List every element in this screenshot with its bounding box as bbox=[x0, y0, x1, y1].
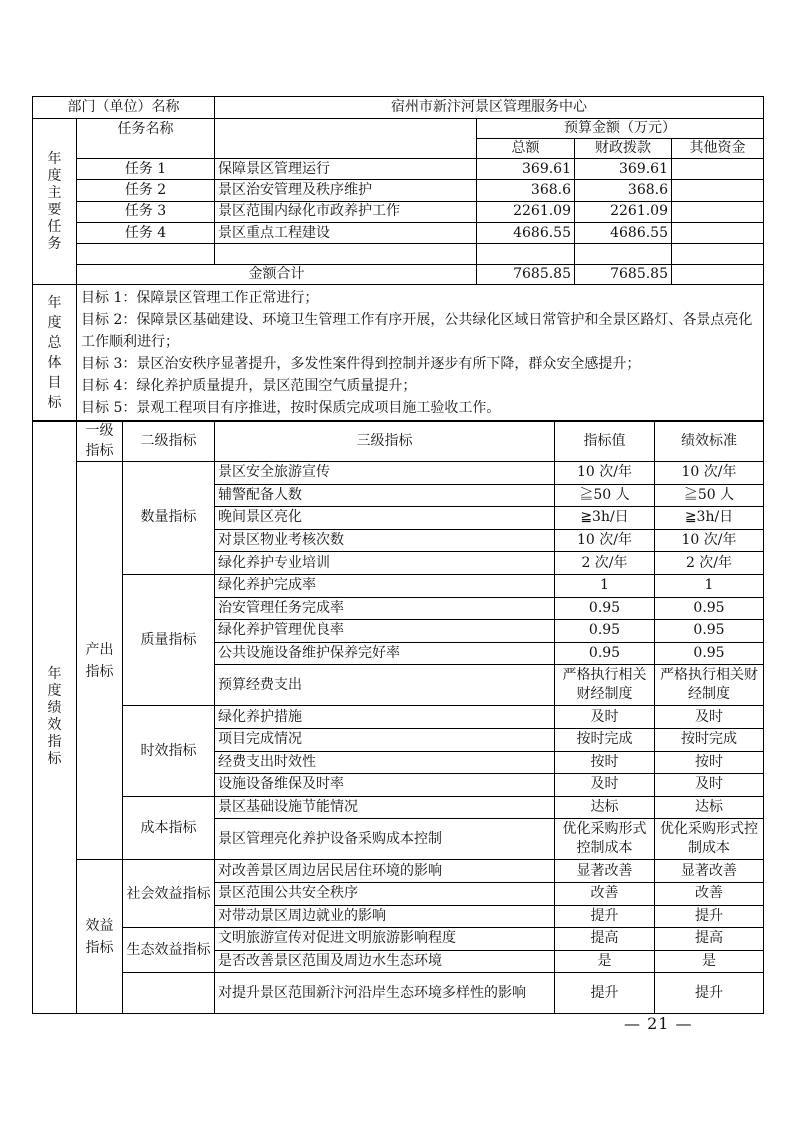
indicator-value: 提升 bbox=[555, 973, 655, 1014]
annual-overall-goals-label: 年 度 总 体 目 标 bbox=[33, 285, 77, 422]
task-total: 4686.55 bbox=[477, 222, 575, 243]
indicator-value: 0.95 bbox=[555, 597, 655, 620]
indicator-value: 达标 bbox=[555, 796, 655, 819]
cost-indicator-label: 成本指标 bbox=[123, 796, 215, 860]
task-content: 景区范围内绿化市政养护工作 bbox=[215, 201, 477, 222]
quality-indicator-label: 质量指标 bbox=[123, 574, 215, 705]
task-fiscal: 2261.09 bbox=[575, 201, 672, 222]
indicator-standard: 优化采购形式控制成本 bbox=[655, 819, 764, 860]
annual-performance-label: 年 度 绩 效 指 标 bbox=[33, 421, 77, 1014]
indicator-standard: 按时完成 bbox=[655, 728, 764, 751]
indicator-value: 改善 bbox=[555, 882, 655, 905]
budget-task-table bbox=[32, 96, 764, 422]
indicator-name: 治安管理任务完成率 bbox=[215, 597, 555, 620]
task-total: 369.61 bbox=[477, 159, 575, 180]
indicator-value: ≧3h/日 bbox=[555, 507, 655, 530]
sum-label: 金额合计 bbox=[77, 265, 477, 285]
indicator-name: 文明旅游宣传对促进文明旅游影响程度 bbox=[215, 928, 555, 951]
task-name-header: 任务名称 bbox=[77, 119, 215, 159]
department-name: 宿州市新汴河景区管理服务中心 bbox=[215, 97, 764, 119]
task-content: 保障景区管理运行 bbox=[215, 159, 477, 180]
indicator-standard: ≧3h/日 bbox=[655, 507, 764, 530]
indicator-standard: 提升 bbox=[655, 905, 764, 928]
indicator-name: 对带动景区周边就业的影响 bbox=[215, 905, 555, 928]
indicator-name: 绿化养护管理优良率 bbox=[215, 620, 555, 643]
task-other bbox=[672, 222, 764, 243]
standard-header: 绩效标准 bbox=[655, 421, 764, 462]
indicator-name: 对景区物业考核次数 bbox=[215, 529, 555, 552]
indicator-value: 1 bbox=[555, 574, 655, 597]
indicator-value: 2 次/年 bbox=[555, 552, 655, 575]
indicator-value: 10 次/年 bbox=[555, 462, 655, 485]
indicator-name: 绿化养护措施 bbox=[215, 706, 555, 729]
indicator-row bbox=[33, 973, 764, 1014]
indicator-value: 0.95 bbox=[555, 642, 655, 665]
indicator-name: 晚间景区亮化 bbox=[215, 507, 555, 530]
task-fiscal: 369.61 bbox=[575, 159, 672, 180]
indicator-standard: 及时 bbox=[655, 706, 764, 729]
sum-row bbox=[33, 265, 764, 285]
indicator-value: ≧50 人 bbox=[555, 484, 655, 507]
indicator-standard: 提高 bbox=[655, 928, 764, 951]
indicator-standard: 按时 bbox=[655, 751, 764, 774]
indicator-standard: 达标 bbox=[655, 796, 764, 819]
value-header: 指标值 bbox=[555, 421, 655, 462]
indicator-value: 是 bbox=[555, 950, 655, 973]
indicator-name: 是否改善景区范围及周边水生态环境 bbox=[215, 950, 555, 973]
goals-content bbox=[77, 285, 764, 422]
indicator-name: 景区基础设施节能情况 bbox=[215, 796, 555, 819]
timeliness-indicator-label: 时效指标 bbox=[123, 706, 215, 796]
level3-header: 三级指标 bbox=[215, 421, 555, 462]
indicator-name: 设施设备维保及时率 bbox=[215, 774, 555, 797]
task-total: 368.6 bbox=[477, 180, 575, 201]
indicator-standard: 0.95 bbox=[655, 620, 764, 643]
indicator-standard: 1 bbox=[655, 574, 764, 597]
goal-item: 目标 4：绿化养护质量提升，景区范围空气质量提升； bbox=[81, 378, 417, 395]
output-indicator-label: 产出指标 bbox=[77, 462, 123, 860]
goal-item: 目标 3：景区治安秩序显著提升，多发性案件得到控制并逐步有所下降，群众安全感提升； bbox=[81, 356, 641, 373]
indicator-value: 显著改善 bbox=[555, 860, 655, 883]
task-row bbox=[33, 180, 764, 201]
task-content: 景区重点工程建设 bbox=[215, 222, 477, 243]
indicator-row bbox=[33, 796, 764, 819]
eco-benefit-label: 生态效益指标 bbox=[123, 928, 215, 973]
sum-total: 7685.85 bbox=[477, 265, 575, 285]
department-label: 部门（单位）名称 bbox=[33, 97, 215, 119]
indicator-standard: 及时 bbox=[655, 774, 764, 797]
indicator-value: 优化采购形式控制成本 bbox=[555, 819, 655, 860]
indicator-value: 提高 bbox=[555, 928, 655, 951]
indicator-name: 绿化养护专业培训 bbox=[215, 552, 555, 575]
department-row bbox=[33, 97, 764, 119]
empty-cell bbox=[77, 244, 215, 265]
task-other bbox=[672, 180, 764, 201]
indicator-row bbox=[33, 574, 764, 597]
task-other bbox=[672, 159, 764, 180]
task-fiscal: 4686.55 bbox=[575, 222, 672, 243]
benefit-indicator-label: 效益指标 bbox=[77, 860, 123, 1014]
indicator-name: 景区范围公共安全秩序 bbox=[215, 882, 555, 905]
other-funds-header: 其他资金 bbox=[672, 139, 764, 159]
indicator-name: 辅警配备人数 bbox=[215, 484, 555, 507]
indicator-name: 预算经费支出 bbox=[215, 665, 555, 706]
task-fiscal: 368.6 bbox=[575, 180, 672, 201]
empty-cell bbox=[215, 244, 477, 265]
task-name: 任务 4 bbox=[77, 222, 215, 243]
indicator-standard: 严格执行相关财经制度 bbox=[655, 665, 764, 706]
indicator-name: 景区安全旅游宣传 bbox=[215, 462, 555, 485]
sum-other bbox=[672, 265, 764, 285]
goal-item: 目标 1：保障景区管理工作正常进行； bbox=[81, 290, 319, 307]
indicator-standard: 提升 bbox=[655, 973, 764, 1014]
indicator-value: 按时完成 bbox=[555, 728, 655, 751]
indicator-name: 绿化养护完成率 bbox=[215, 574, 555, 597]
indicator-standard: 0.95 bbox=[655, 642, 764, 665]
indicator-row bbox=[33, 928, 764, 951]
total-header: 总额 bbox=[477, 139, 575, 159]
social-benefit-label: 社会效益指标 bbox=[123, 860, 215, 928]
indicator-row bbox=[33, 706, 764, 729]
indicator-row bbox=[33, 860, 764, 883]
quantity-indicator-label: 数量指标 bbox=[123, 462, 215, 575]
goal-item: 目标 5：景观工程项目有序推进，按时保质完成项目施工验收工作。 bbox=[81, 400, 501, 417]
task-total: 2261.09 bbox=[477, 201, 575, 222]
task-content-header bbox=[215, 119, 477, 159]
indicator-name: 景区管理亮化养护设备采购成本控制 bbox=[215, 819, 555, 860]
budget-amount-header: 预算金额（万元） bbox=[477, 119, 764, 139]
indicator-row bbox=[33, 462, 764, 485]
indicator-standard: 改善 bbox=[655, 882, 764, 905]
indicator-standard: 是 bbox=[655, 950, 764, 973]
indicator-standard: 10 次/年 bbox=[655, 462, 764, 485]
empty-cell bbox=[477, 244, 575, 265]
task-name: 任务 1 bbox=[77, 159, 215, 180]
indicator-value: 及时 bbox=[555, 706, 655, 729]
task-header-row bbox=[33, 119, 764, 139]
indicator-name: 经费支出时效性 bbox=[215, 751, 555, 774]
task-other bbox=[672, 201, 764, 222]
indicator-value: 提升 bbox=[555, 905, 655, 928]
page-number: — 21 — bbox=[624, 1014, 693, 1033]
fiscal-header: 财政拨款 bbox=[575, 139, 672, 159]
indicator-value: 0.95 bbox=[555, 620, 655, 643]
indicator-header-row bbox=[33, 421, 764, 462]
goal-item: 目标 2：保障景区基础建设、环境卫生管理工作有序开展，公共绿化区域日常管护和全景区路灯、各景点亮化工作顺利进行； bbox=[81, 312, 753, 351]
empty-cell bbox=[575, 244, 672, 265]
indicator-value: 严格执行相关财经制度 bbox=[555, 665, 655, 706]
task-row bbox=[33, 222, 764, 243]
level1-header: 一级指标 bbox=[77, 421, 123, 462]
indicator-name: 对提升景区范围新汴河沿岸生态环境多样性的影响 bbox=[215, 973, 555, 1014]
indicator-standard: 显著改善 bbox=[655, 860, 764, 883]
performance-indicator-table bbox=[32, 420, 764, 1014]
indicator-standard: ≧50 人 bbox=[655, 484, 764, 507]
task-content: 景区治安管理及秩序维护 bbox=[215, 180, 477, 201]
level2-header: 二级指标 bbox=[123, 421, 215, 462]
sum-fiscal: 7685.85 bbox=[575, 265, 672, 285]
indicator-standard: 2 次/年 bbox=[655, 552, 764, 575]
indicator-name: 项目完成情况 bbox=[215, 728, 555, 751]
indicator-value: 按时 bbox=[555, 751, 655, 774]
empty-task-row bbox=[33, 244, 764, 265]
annual-main-tasks-label: 年 度 主 要 任 务 bbox=[33, 119, 77, 285]
indicator-name: 公共设施设备维护保养完好率 bbox=[215, 642, 555, 665]
indicator-name: 对改善景区周边居民居住环境的影响 bbox=[215, 860, 555, 883]
empty-cell bbox=[123, 973, 215, 1014]
goals-row bbox=[33, 285, 764, 422]
empty-cell bbox=[672, 244, 764, 265]
task-name: 任务 2 bbox=[77, 180, 215, 201]
indicator-value: 10 次/年 bbox=[555, 529, 655, 552]
indicator-standard: 0.95 bbox=[655, 597, 764, 620]
task-row bbox=[33, 159, 764, 180]
task-row bbox=[33, 201, 764, 222]
task-name: 任务 3 bbox=[77, 201, 215, 222]
indicator-standard: 10 次/年 bbox=[655, 529, 764, 552]
indicator-value: 及时 bbox=[555, 774, 655, 797]
